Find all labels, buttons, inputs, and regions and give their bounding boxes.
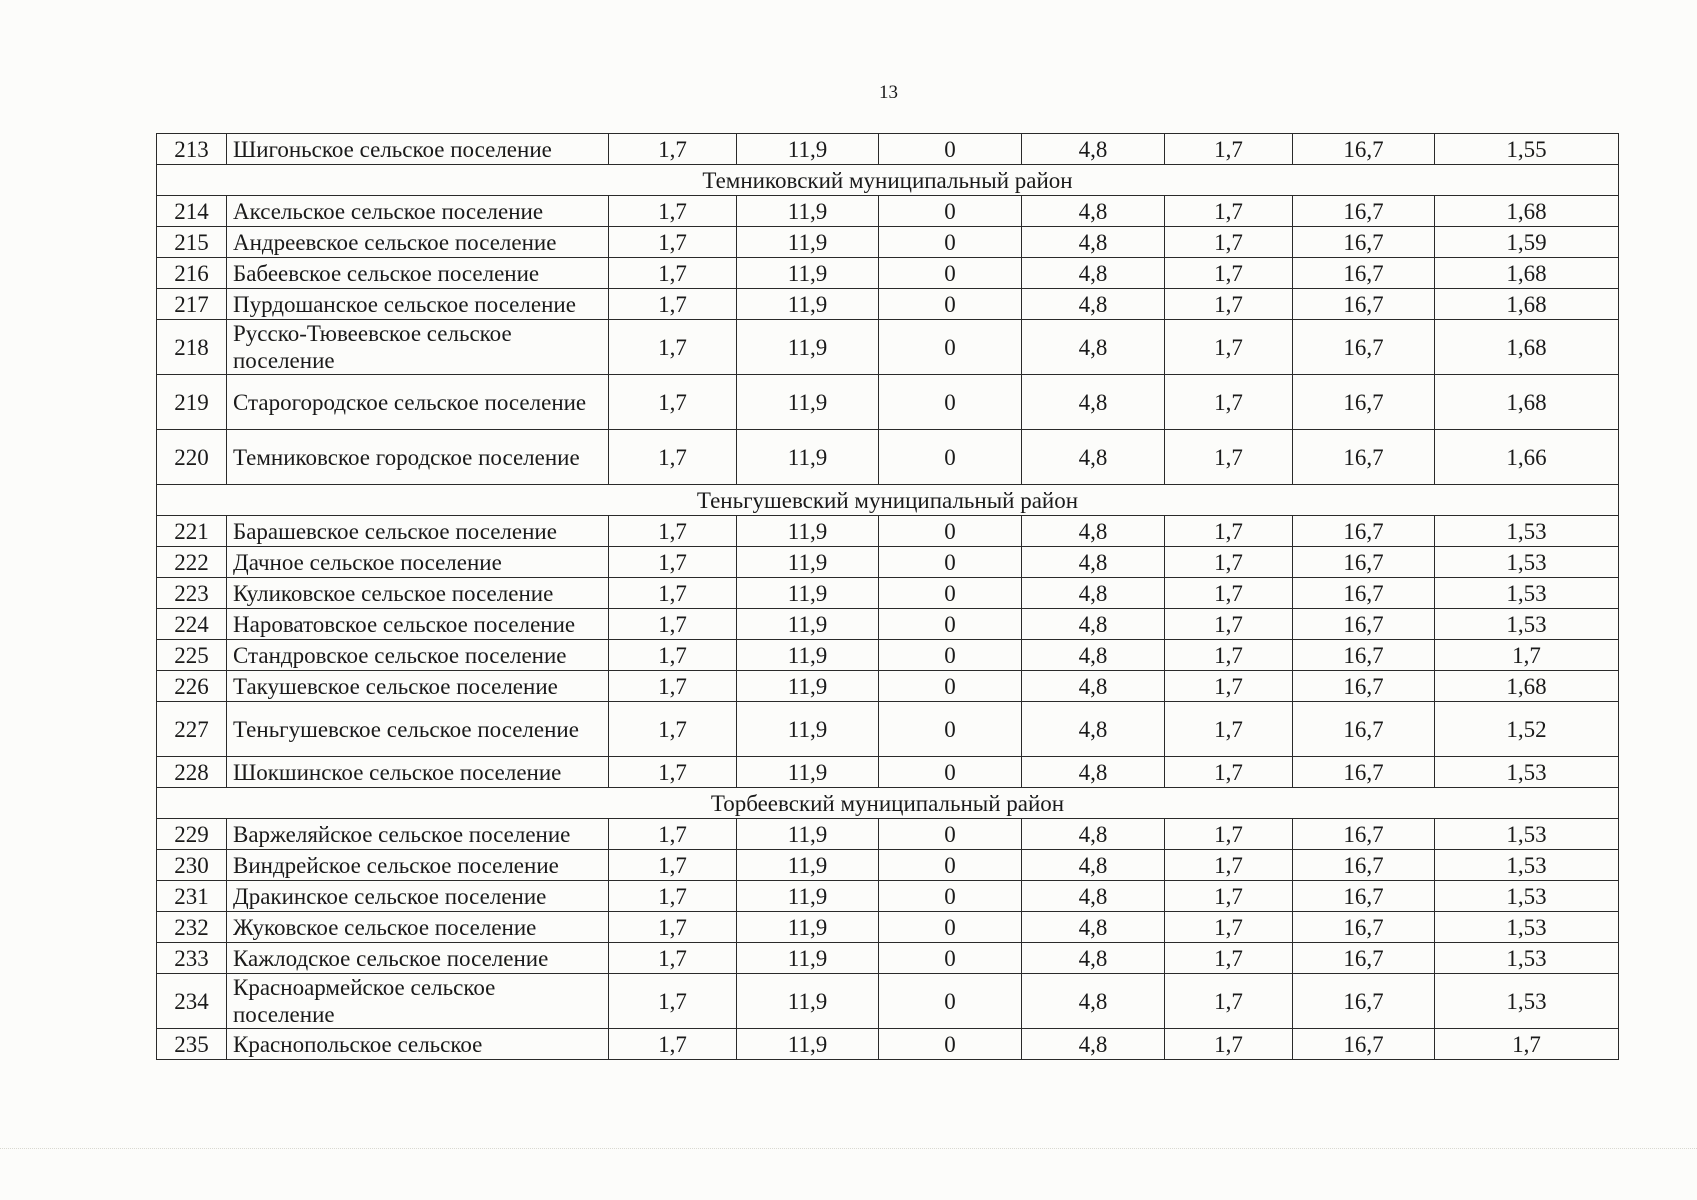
value-cell-1: 1,7: [609, 227, 737, 258]
row-number: 229: [157, 819, 227, 850]
value-cell-6: 16,7: [1293, 702, 1435, 757]
settlement-name: Теньгушевское сельское поселение: [227, 702, 609, 757]
value-cell-2: 11,9: [737, 196, 879, 227]
row-number: 216: [157, 258, 227, 289]
value-cell-3: 0: [879, 943, 1022, 974]
page-number: 13: [879, 82, 898, 103]
value-cell-7: 1,52: [1435, 702, 1619, 757]
value-cell-6: 16,7: [1293, 258, 1435, 289]
row-number: 231: [157, 881, 227, 912]
table-row: [157, 943, 1619, 974]
value-cell-5: 1,7: [1165, 320, 1293, 375]
table-row: [157, 609, 1619, 640]
value-cell-2: 11,9: [737, 943, 879, 974]
value-cell-3: 0: [879, 227, 1022, 258]
value-cell-6: 16,7: [1293, 320, 1435, 375]
table-row: [157, 134, 1619, 165]
table-row: [157, 912, 1619, 943]
value-cell-3: 0: [879, 974, 1022, 1029]
row-number: 215: [157, 227, 227, 258]
row-number: 227: [157, 702, 227, 757]
value-cell-6: 16,7: [1293, 1029, 1435, 1060]
row-number: 220: [157, 430, 227, 485]
district-title: Темниковский муниципальный район: [157, 165, 1619, 196]
value-cell-6: 16,7: [1293, 912, 1435, 943]
value-cell-5: 1,7: [1165, 289, 1293, 320]
table-row: [157, 1029, 1619, 1060]
table-row: [157, 227, 1619, 258]
value-cell-4: 4,8: [1022, 134, 1165, 165]
settlement-name: Старогородское сельское поселение: [227, 375, 609, 430]
value-cell-7: 1,53: [1435, 850, 1619, 881]
value-cell-7: 1,68: [1435, 289, 1619, 320]
value-cell-7: 1,53: [1435, 881, 1619, 912]
value-cell-7: 1,53: [1435, 912, 1619, 943]
row-number: 234: [157, 974, 227, 1029]
table-row: [157, 578, 1619, 609]
table-row: [157, 196, 1619, 227]
value-cell-1: 1,7: [609, 757, 737, 788]
value-cell-5: 1,7: [1165, 578, 1293, 609]
value-cell-1: 1,7: [609, 320, 737, 375]
value-cell-6: 16,7: [1293, 881, 1435, 912]
settlements-table: [156, 133, 1619, 1060]
settlement-name: Шокшинское сельское поселение: [227, 757, 609, 788]
value-cell-3: 0: [879, 609, 1022, 640]
row-number: 213: [157, 134, 227, 165]
table-row: [157, 289, 1619, 320]
value-cell-6: 16,7: [1293, 227, 1435, 258]
value-cell-1: 1,7: [609, 134, 737, 165]
row-number: 219: [157, 375, 227, 430]
value-cell-4: 4,8: [1022, 547, 1165, 578]
value-cell-5: 1,7: [1165, 134, 1293, 165]
settlement-name: Виндрейское сельское поселение: [227, 850, 609, 881]
scan-edge-line: [0, 1148, 1697, 1150]
value-cell-5: 1,7: [1165, 671, 1293, 702]
value-cell-7: 1,53: [1435, 547, 1619, 578]
value-cell-7: 1,53: [1435, 516, 1619, 547]
value-cell-6: 16,7: [1293, 757, 1435, 788]
value-cell-3: 0: [879, 196, 1022, 227]
value-cell-4: 4,8: [1022, 196, 1165, 227]
settlement-name: Пурдошанское сельское поселение: [227, 289, 609, 320]
value-cell-7: 1,53: [1435, 943, 1619, 974]
value-cell-7: 1,68: [1435, 671, 1619, 702]
value-cell-1: 1,7: [609, 640, 737, 671]
value-cell-4: 4,8: [1022, 671, 1165, 702]
value-cell-6: 16,7: [1293, 974, 1435, 1029]
value-cell-7: 1,53: [1435, 757, 1619, 788]
value-cell-5: 1,7: [1165, 819, 1293, 850]
table-row: [157, 640, 1619, 671]
value-cell-5: 1,7: [1165, 702, 1293, 757]
table-row: [157, 757, 1619, 788]
table-row: [157, 819, 1619, 850]
value-cell-5: 1,7: [1165, 850, 1293, 881]
value-cell-2: 11,9: [737, 578, 879, 609]
value-cell-7: 1,53: [1435, 974, 1619, 1029]
value-cell-3: 0: [879, 258, 1022, 289]
value-cell-1: 1,7: [609, 547, 737, 578]
table-row: [157, 258, 1619, 289]
value-cell-5: 1,7: [1165, 375, 1293, 430]
value-cell-7: 1,53: [1435, 609, 1619, 640]
value-cell-7: 1,53: [1435, 819, 1619, 850]
value-cell-7: 1,68: [1435, 320, 1619, 375]
value-cell-3: 0: [879, 1029, 1022, 1060]
value-cell-4: 4,8: [1022, 375, 1165, 430]
district-header-row: [157, 485, 1619, 516]
row-number: 222: [157, 547, 227, 578]
value-cell-2: 11,9: [737, 1029, 879, 1060]
value-cell-1: 1,7: [609, 850, 737, 881]
value-cell-6: 16,7: [1293, 578, 1435, 609]
table-row: [157, 320, 1619, 375]
row-number: 232: [157, 912, 227, 943]
settlement-name: Темниковское городское поселение: [227, 430, 609, 485]
row-number: 235: [157, 1029, 227, 1060]
table-row: [157, 516, 1619, 547]
value-cell-1: 1,7: [609, 516, 737, 547]
value-cell-2: 11,9: [737, 881, 879, 912]
row-number: 230: [157, 850, 227, 881]
table-row: [157, 375, 1619, 430]
value-cell-1: 1,7: [609, 609, 737, 640]
value-cell-3: 0: [879, 289, 1022, 320]
district-header-row: [157, 165, 1619, 196]
value-cell-1: 1,7: [609, 375, 737, 430]
settlement-name: Дачное сельское поселение: [227, 547, 609, 578]
settlement-name: Аксельское сельское поселение: [227, 196, 609, 227]
value-cell-4: 4,8: [1022, 320, 1165, 375]
settlement-name: Бабеевское сельское поселение: [227, 258, 609, 289]
value-cell-4: 4,8: [1022, 850, 1165, 881]
settlement-name: Нароватовское сельское поселение: [227, 609, 609, 640]
value-cell-1: 1,7: [609, 912, 737, 943]
settlement-name: Дракинское сельское поселение: [227, 881, 609, 912]
table-row: [157, 702, 1619, 757]
value-cell-7: 1,68: [1435, 375, 1619, 430]
value-cell-2: 11,9: [737, 547, 879, 578]
settlement-name: Красноармейское сельское поселение: [227, 974, 609, 1029]
value-cell-4: 4,8: [1022, 289, 1165, 320]
row-number: 217: [157, 289, 227, 320]
district-header-row: [157, 788, 1619, 819]
value-cell-5: 1,7: [1165, 609, 1293, 640]
value-cell-1: 1,7: [609, 289, 737, 320]
value-cell-6: 16,7: [1293, 547, 1435, 578]
value-cell-6: 16,7: [1293, 430, 1435, 485]
row-number: 221: [157, 516, 227, 547]
row-number: 218: [157, 320, 227, 375]
value-cell-5: 1,7: [1165, 227, 1293, 258]
value-cell-6: 16,7: [1293, 819, 1435, 850]
value-cell-7: 1,55: [1435, 134, 1619, 165]
district-title: Торбеевский муниципальный район: [157, 788, 1619, 819]
value-cell-3: 0: [879, 430, 1022, 485]
value-cell-2: 11,9: [737, 258, 879, 289]
value-cell-1: 1,7: [609, 819, 737, 850]
value-cell-1: 1,7: [609, 196, 737, 227]
value-cell-5: 1,7: [1165, 640, 1293, 671]
value-cell-2: 11,9: [737, 819, 879, 850]
value-cell-4: 4,8: [1022, 640, 1165, 671]
value-cell-6: 16,7: [1293, 943, 1435, 974]
value-cell-6: 16,7: [1293, 609, 1435, 640]
value-cell-3: 0: [879, 850, 1022, 881]
value-cell-5: 1,7: [1165, 258, 1293, 289]
value-cell-2: 11,9: [737, 640, 879, 671]
value-cell-1: 1,7: [609, 1029, 737, 1060]
value-cell-7: 1,59: [1435, 227, 1619, 258]
value-cell-3: 0: [879, 757, 1022, 788]
value-cell-3: 0: [879, 671, 1022, 702]
value-cell-5: 1,7: [1165, 430, 1293, 485]
value-cell-2: 11,9: [737, 912, 879, 943]
value-cell-2: 11,9: [737, 609, 879, 640]
settlement-name: Кажлодское сельское поселение: [227, 943, 609, 974]
row-number: 223: [157, 578, 227, 609]
value-cell-6: 16,7: [1293, 134, 1435, 165]
value-cell-3: 0: [879, 516, 1022, 547]
district-title: Теньгушевский муниципальный район: [157, 485, 1619, 516]
value-cell-7: 1,53: [1435, 578, 1619, 609]
value-cell-2: 11,9: [737, 320, 879, 375]
settlement-name: Андреевское сельское поселение: [227, 227, 609, 258]
table-row: [157, 850, 1619, 881]
value-cell-4: 4,8: [1022, 227, 1165, 258]
value-cell-1: 1,7: [609, 974, 737, 1029]
value-cell-2: 11,9: [737, 516, 879, 547]
value-cell-6: 16,7: [1293, 850, 1435, 881]
row-number: 225: [157, 640, 227, 671]
value-cell-3: 0: [879, 320, 1022, 375]
settlement-name: Русско-Тювеевское сельское поселение: [227, 320, 609, 375]
value-cell-1: 1,7: [609, 671, 737, 702]
settlement-name: Жуковское сельское поселение: [227, 912, 609, 943]
value-cell-1: 1,7: [609, 702, 737, 757]
value-cell-2: 11,9: [737, 289, 879, 320]
value-cell-6: 16,7: [1293, 671, 1435, 702]
value-cell-5: 1,7: [1165, 1029, 1293, 1060]
value-cell-4: 4,8: [1022, 974, 1165, 1029]
row-number: 224: [157, 609, 227, 640]
value-cell-5: 1,7: [1165, 757, 1293, 788]
value-cell-2: 11,9: [737, 134, 879, 165]
value-cell-7: 1,7: [1435, 640, 1619, 671]
value-cell-4: 4,8: [1022, 757, 1165, 788]
value-cell-1: 1,7: [609, 943, 737, 974]
value-cell-7: 1,68: [1435, 258, 1619, 289]
value-cell-1: 1,7: [609, 881, 737, 912]
table-row: [157, 974, 1619, 1029]
value-cell-4: 4,8: [1022, 516, 1165, 547]
value-cell-6: 16,7: [1293, 375, 1435, 430]
row-number: 226: [157, 671, 227, 702]
value-cell-7: 1,7: [1435, 1029, 1619, 1060]
row-number: 228: [157, 757, 227, 788]
settlement-name: Куликовское сельское поселение: [227, 578, 609, 609]
value-cell-5: 1,7: [1165, 516, 1293, 547]
value-cell-4: 4,8: [1022, 943, 1165, 974]
value-cell-6: 16,7: [1293, 516, 1435, 547]
value-cell-2: 11,9: [737, 974, 879, 1029]
value-cell-5: 1,7: [1165, 196, 1293, 227]
value-cell-1: 1,7: [609, 430, 737, 485]
row-number: 233: [157, 943, 227, 974]
table-row: [157, 430, 1619, 485]
value-cell-2: 11,9: [737, 757, 879, 788]
settlement-name: Шигоньское сельское поселение: [227, 134, 609, 165]
value-cell-3: 0: [879, 819, 1022, 850]
row-number: 214: [157, 196, 227, 227]
value-cell-2: 11,9: [737, 702, 879, 757]
value-cell-7: 1,68: [1435, 196, 1619, 227]
value-cell-3: 0: [879, 702, 1022, 757]
settlement-name: Такушевское сельское поселение: [227, 671, 609, 702]
value-cell-3: 0: [879, 375, 1022, 430]
value-cell-3: 0: [879, 881, 1022, 912]
value-cell-5: 1,7: [1165, 912, 1293, 943]
value-cell-5: 1,7: [1165, 943, 1293, 974]
value-cell-4: 4,8: [1022, 819, 1165, 850]
value-cell-5: 1,7: [1165, 547, 1293, 578]
value-cell-4: 4,8: [1022, 912, 1165, 943]
value-cell-2: 11,9: [737, 375, 879, 430]
value-cell-2: 11,9: [737, 227, 879, 258]
value-cell-2: 11,9: [737, 671, 879, 702]
value-cell-6: 16,7: [1293, 640, 1435, 671]
table-row: [157, 671, 1619, 702]
value-cell-5: 1,7: [1165, 881, 1293, 912]
value-cell-4: 4,8: [1022, 1029, 1165, 1060]
value-cell-4: 4,8: [1022, 578, 1165, 609]
settlement-name: Краснопольское сельское: [227, 1029, 609, 1060]
value-cell-3: 0: [879, 547, 1022, 578]
value-cell-1: 1,7: [609, 258, 737, 289]
settlement-name: Варжеляйское сельское поселение: [227, 819, 609, 850]
value-cell-3: 0: [879, 134, 1022, 165]
value-cell-4: 4,8: [1022, 430, 1165, 485]
value-cell-2: 11,9: [737, 430, 879, 485]
table-row: [157, 881, 1619, 912]
value-cell-3: 0: [879, 912, 1022, 943]
value-cell-6: 16,7: [1293, 289, 1435, 320]
value-cell-4: 4,8: [1022, 881, 1165, 912]
value-cell-4: 4,8: [1022, 702, 1165, 757]
table-row: [157, 547, 1619, 578]
value-cell-2: 11,9: [737, 850, 879, 881]
value-cell-4: 4,8: [1022, 258, 1165, 289]
value-cell-3: 0: [879, 578, 1022, 609]
settlement-name: Стандровское сельское поселение: [227, 640, 609, 671]
value-cell-6: 16,7: [1293, 196, 1435, 227]
value-cell-5: 1,7: [1165, 974, 1293, 1029]
value-cell-7: 1,66: [1435, 430, 1619, 485]
value-cell-1: 1,7: [609, 578, 737, 609]
settlement-name: Барашевское сельское поселение: [227, 516, 609, 547]
value-cell-3: 0: [879, 640, 1022, 671]
value-cell-4: 4,8: [1022, 609, 1165, 640]
